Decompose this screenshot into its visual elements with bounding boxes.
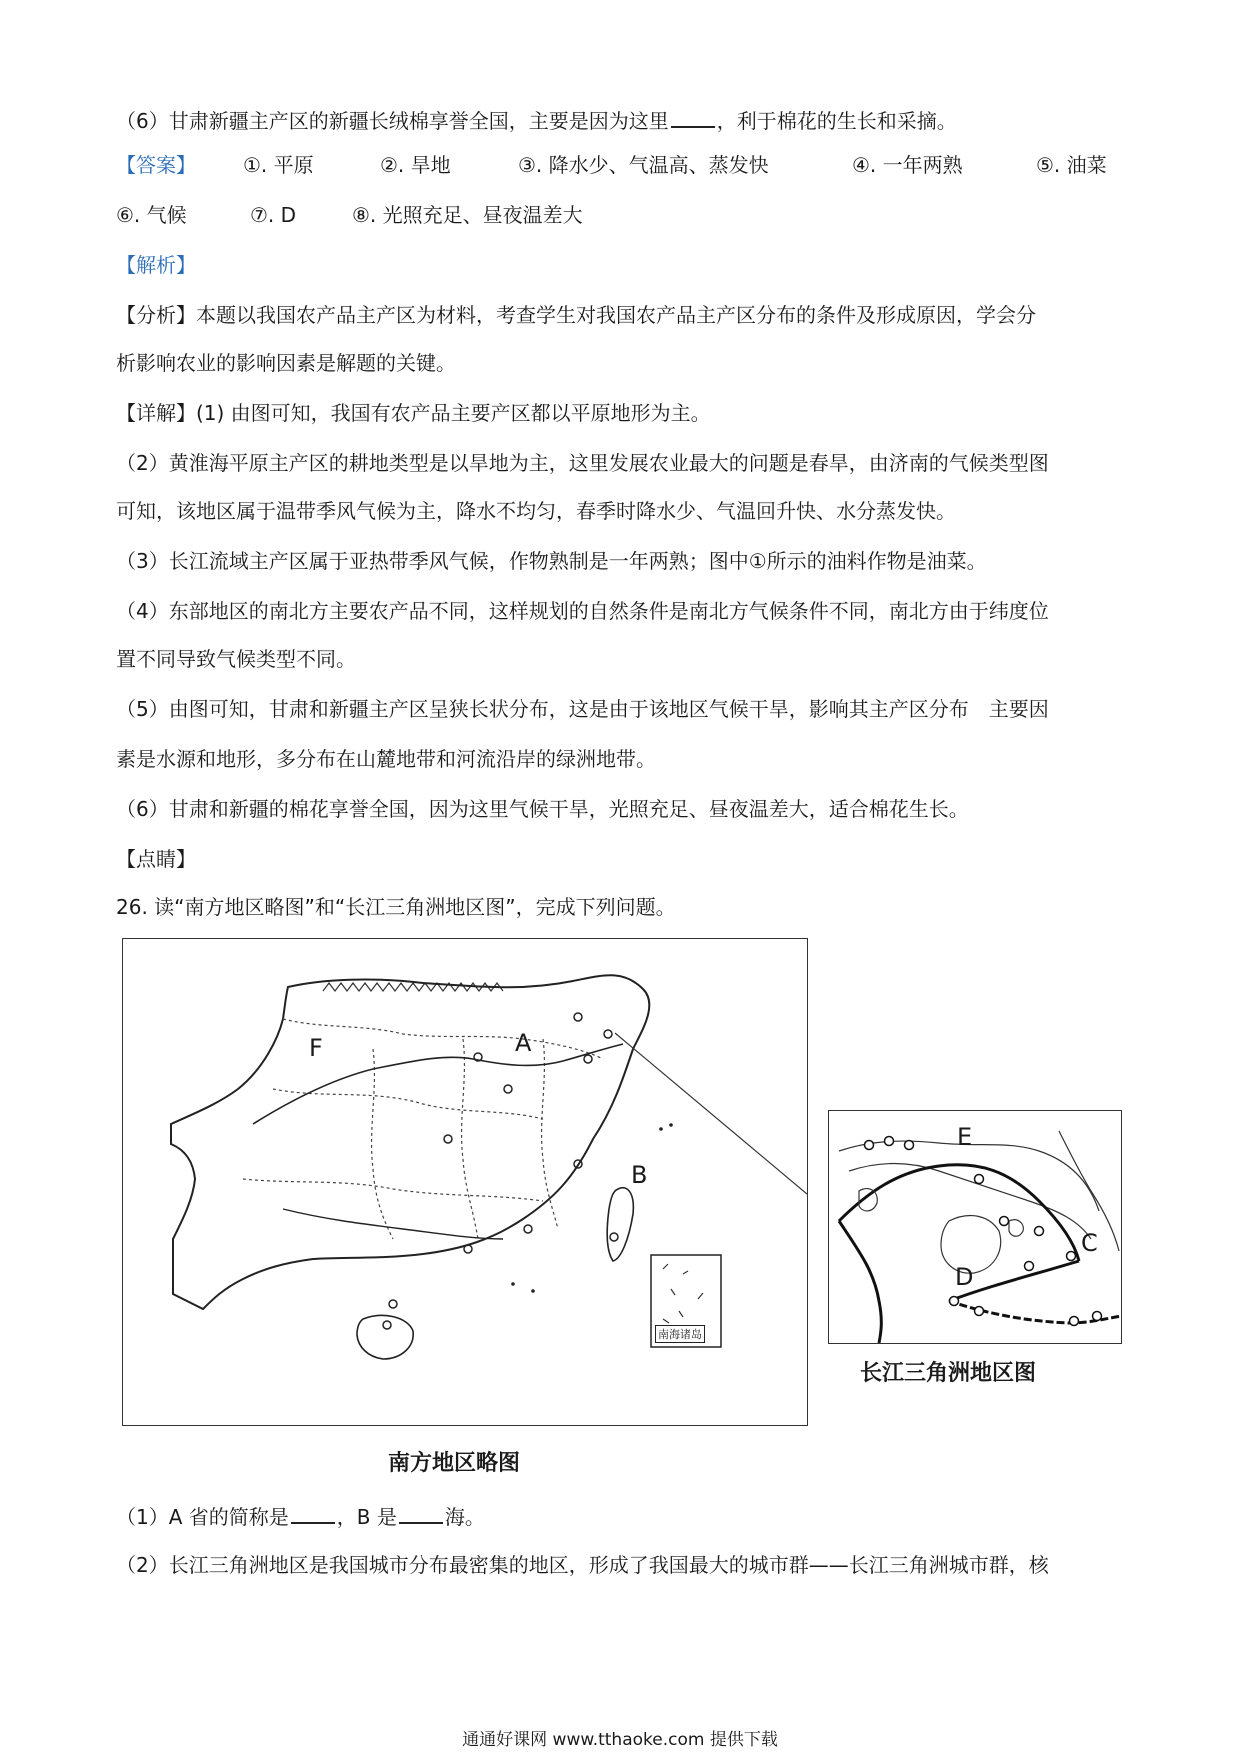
q25-6-text-pre: （6）甘肃新疆主产区的新疆长绒棉享誉全国，主要是因为这里 [116,109,669,133]
question-26-1 [116,1502,1128,1530]
detail-5a: （5）由图可知，甘肃和新疆主产区呈狭长状分布，这是由于该地区气候干旱，影响其主产区分布 主要因 [116,697,1049,721]
q26-1-text-post: 海。 [444,1505,485,1529]
label-B: B [631,1161,648,1189]
question-25-6 [116,106,1128,134]
label-C: C [1081,1229,1098,1257]
answer-item-2: ②. 旱地 [380,153,451,177]
detail-2a: （2）黄淮海平原主产区的耕地类型是以旱地为主，这里发展农业最大的问题是春旱，由济南的气候类型图 [116,451,1049,475]
inset-label: 南海诸岛 [655,1325,705,1343]
answer-item-4: ④. 一年两熟 [852,153,963,177]
question-26: 26. 读“南方地区略图”和“长江三角洲地区图”，完成下列问题。 [116,895,676,919]
analysis-line-1: 【分析】本题以我国农产品主产区为材料，考查学生对我国农产品主产区分布的条件及形成原因，学会分 [116,303,1036,327]
label-E: E [957,1123,973,1151]
yrd-map-caption: 长江三角洲地区图 [860,1361,1037,1386]
answer-blank-2 [399,1502,443,1524]
detail-4b: 置不同导致气候类型不同。 [116,647,356,671]
page-footer: 通通好课网 www.tthaoke.com 提供下载 [462,1730,778,1750]
answer-item-8: ⑧. 光照充足、昼夜温差大 [352,203,583,227]
jiexi-heading: 【解析】 [116,253,196,277]
label-F: F [309,1034,323,1062]
answer-item-1: ①. 平原 [243,153,314,177]
south-china-map [122,938,808,1426]
label-A: A [515,1029,532,1057]
detail-3: （3）长江流域主产区属于亚热带季风气候，作物熟制是一年两熟；图中①所示的油料作物是油菜。 [116,549,987,573]
answer-label: 【答案】 [116,153,196,177]
answer-item-3: ③. 降水少、气温高、蒸发快 [518,153,769,177]
detail-5b: 素是水源和地形，多分布在山麓地带和河流沿岸的绿洲地带。 [116,747,656,771]
south-map-caption: 南方地区略图 [388,1451,521,1476]
q26-1-text-pre: （1）A 省的简称是 [116,1505,289,1529]
yangtze-delta-map [828,1110,1122,1344]
detail-4a: （4）东部地区的南北方主要农产品不同，这样规划的自然条件是南北方气候条件不同，南北方由于纬度位 [116,599,1049,623]
label-D: D [955,1263,974,1291]
south-china-map-drawing [123,939,807,1425]
answer-blank [671,106,715,128]
detail-6: （6）甘肃和新疆的棉花享誉全国，因为这里气候干旱，光照充足、昼夜温差大，适合棉花生长。 [116,797,969,821]
q25-6-text-post: ，利于棉花的生长和采摘。 [716,109,957,133]
yangtze-delta-map-drawing [829,1111,1121,1343]
detail-1: 【详解】(1) 由图可知，我国有农产品主要产区都以平原地形为主。 [116,401,711,425]
question-26-2: （2）长江三角洲地区是我国城市分布最密集的地区，形成了我国最大的城市群——长江三角洲城市群，核 [116,1553,1049,1577]
detail-2b: 可知，该地区属于温带季风气候为主，降水不均匀，春季时降水少、气温回升快、水分蒸发快。 [116,499,956,523]
answer-blank-1 [291,1502,335,1524]
answer-item-5: ⑤. 油菜 [1036,153,1107,177]
answer-item-6: ⑥. 气候 [116,203,187,227]
answer-item-7: ⑦. D [250,203,297,227]
dianjing-heading: 【点睛】 [116,847,196,871]
q26-1-text-mid: ，B 是 [336,1505,397,1529]
analysis-line-2: 析影响农业的影响因素是解题的关键。 [116,351,456,375]
